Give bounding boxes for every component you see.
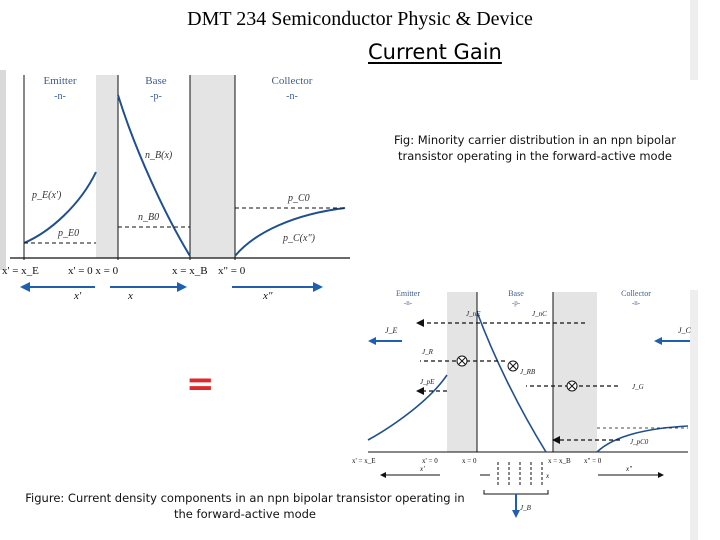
f2-axis-xE: x' = x_E xyxy=(352,457,376,465)
JC-label: J_C xyxy=(678,326,691,335)
f2-xdoubleprime-label: x" xyxy=(626,465,633,473)
pE-label: p_E(x') xyxy=(32,190,62,201)
base-type-label: -p- xyxy=(150,91,162,102)
f2-axis-xp0: x' = 0 xyxy=(422,457,438,465)
f2-base-type: -p- xyxy=(511,299,521,307)
JB-label: J_B xyxy=(520,504,531,512)
JpC0-label: J_pC0 xyxy=(630,438,649,446)
equals-sign: = xyxy=(186,364,215,404)
axis-xB-label: x = x_B xyxy=(172,265,208,277)
slide-header: DMT 234 Semiconductor Physic & Device xyxy=(187,8,533,30)
f2-collector-type: -n- xyxy=(631,299,641,307)
emitter-label: Emitter xyxy=(43,75,77,87)
JR-label: J_R xyxy=(422,348,433,356)
JpE-arrowhead xyxy=(416,387,424,395)
f2-axis-xpp0: x" = 0 xyxy=(584,457,602,465)
nB-label: n_B(x) xyxy=(145,150,173,161)
f2-emitter-label: Emitter xyxy=(396,289,420,298)
x-arrow-label: x xyxy=(128,290,133,302)
pC0-label: p_C0 xyxy=(288,193,310,204)
JRB-label: J_RB xyxy=(520,368,536,376)
JE-arrowhead xyxy=(368,337,376,345)
axis-x0-label: x' = 0 x = 0 xyxy=(68,265,119,277)
figure2-caption: Figure: Current density components in an npn bipolar transistor operating in the forward-active mode xyxy=(25,491,465,521)
f2-axis-x0: x = 0 xyxy=(462,457,477,465)
f2-collector-label: Collector xyxy=(621,289,651,298)
f2-xprime-label: x' xyxy=(420,465,425,473)
f2-emitter-type: -n- xyxy=(403,299,413,307)
JnE-arrowhead xyxy=(416,319,424,327)
f2-xprime-arrowhead xyxy=(380,472,386,478)
f2-base-curve xyxy=(477,312,546,452)
JnC-label: J_nC xyxy=(532,310,547,318)
JG-label: J_G xyxy=(632,383,644,391)
xprime-arrow-label: x' xyxy=(74,290,82,302)
f2-x-label: x xyxy=(546,472,550,480)
pE0-label: p_E0 xyxy=(58,228,80,239)
JC-arrowhead xyxy=(654,337,662,345)
axis-xE-label: x' = x_E xyxy=(2,265,39,277)
f2-base-collector-junction xyxy=(553,292,597,452)
f2-emitter-curve xyxy=(368,375,447,440)
collector-type-label: -n- xyxy=(286,91,298,102)
figure1-caption: Fig: Minority carrier distribution in an npn bipolar transistor operating in the forward-active mode xyxy=(393,133,677,163)
xdoubleprime-arrow-label: x" xyxy=(263,290,273,302)
base-label: Base xyxy=(145,75,167,87)
nB0-label: n_B0 xyxy=(138,212,160,223)
emitter-type-label: -n- xyxy=(54,91,66,102)
JnE-label: J_nE xyxy=(466,310,481,318)
f2-axis-xB: x = x_B xyxy=(548,457,571,465)
axis-xpp0-label: x" = 0 xyxy=(218,265,246,277)
f2-xdoubleprime-arrowhead xyxy=(658,472,664,478)
JB-arrowhead xyxy=(512,510,520,518)
f2-base-label: Base xyxy=(508,289,524,298)
pC-label: p_C(x") xyxy=(283,233,315,244)
JE-label: J_E xyxy=(385,326,398,335)
slide-subtitle: Current Gain xyxy=(368,40,502,64)
JpE-label: J_pE xyxy=(420,378,435,386)
collector-label: Collector xyxy=(271,75,313,87)
base-current-bracket xyxy=(484,490,548,494)
